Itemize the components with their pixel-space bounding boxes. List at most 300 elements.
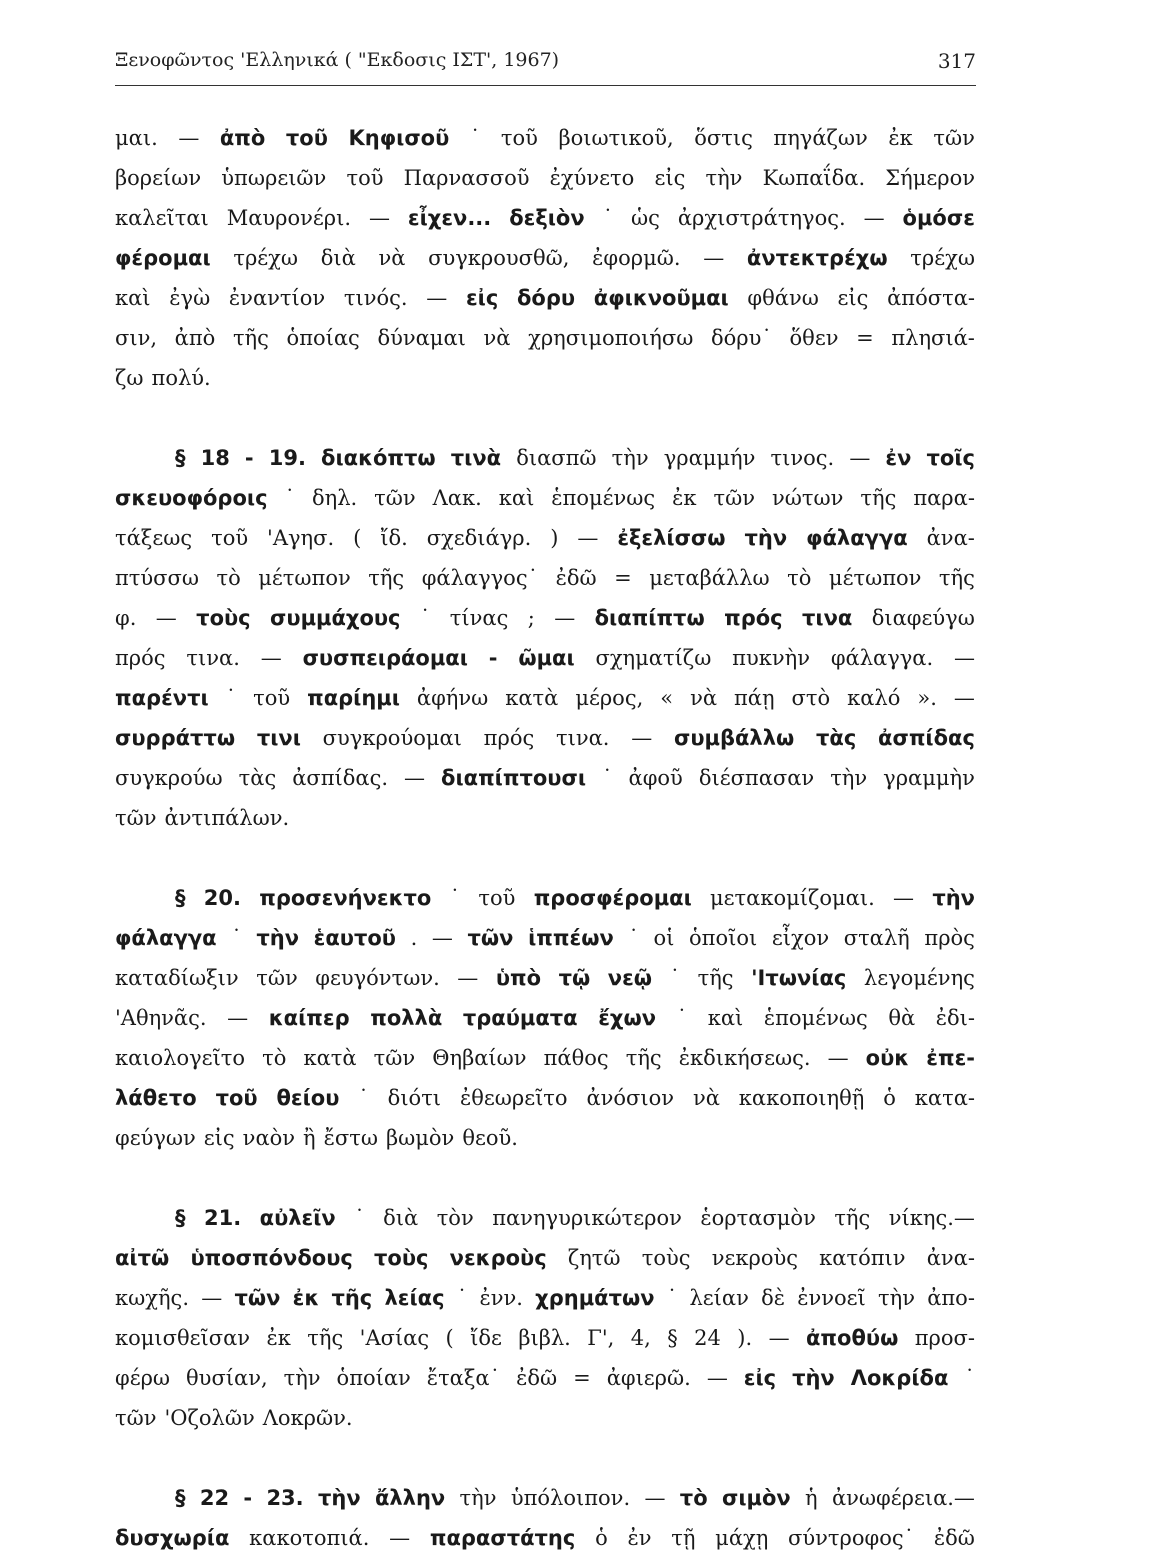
gloss-word: κατα- <box>914 1086 975 1110</box>
gloss-word: χρησιμοποιήσω <box>528 326 694 350</box>
gloss-word: τῶν <box>115 806 157 830</box>
gloss-word: συγκρουσθῶ, <box>428 246 570 270</box>
gloss-word: 'Αγησ. <box>267 526 335 550</box>
lemma-word: εἰς <box>465 286 499 310</box>
gloss-word: κακοποιηθῇ <box>738 1086 865 1110</box>
gloss-word: διέσπασαν <box>698 766 815 790</box>
gloss-word: ἐνν. <box>479 1286 523 1310</box>
text-line <box>115 638 975 678</box>
lemma-word: ὑποσπόνδους <box>190 1246 353 1270</box>
gloss-word: νὰ <box>690 686 718 710</box>
gloss-word: ) <box>550 526 559 550</box>
lemma-word: ἱππέων <box>528 926 614 950</box>
gloss-word: ˙ <box>358 1086 369 1110</box>
running-header <box>115 43 976 86</box>
gloss-word: ˙ <box>964 1366 975 1390</box>
gloss-word: βοιωτικοῦ, <box>558 126 674 150</box>
text-line <box>115 878 975 918</box>
gloss-word: τινος. <box>770 446 835 470</box>
lemma-word: ἄλλην <box>374 1486 446 1510</box>
lemma-word: διαπίπτω <box>594 606 705 630</box>
gloss-word: νὰ <box>692 1086 720 1110</box>
lemma-word: παρίημι <box>307 686 400 710</box>
gloss-word: ὑπόλοιπον. <box>510 1486 631 1510</box>
gloss-word: ἀνόσιον <box>586 1086 675 1110</box>
text-line <box>115 158 975 198</box>
gloss-word: ˙ <box>666 1286 678 1310</box>
commentary-body <box>115 118 975 1558</box>
gloss-word: 'Οζολῶν <box>164 1406 255 1430</box>
gloss-word: ὁ <box>883 1086 896 1110</box>
gloss-word: τῆς <box>860 486 897 510</box>
text-line <box>115 1198 975 1238</box>
gloss-word: ˙ <box>469 126 481 150</box>
lemma-word: ἐκ <box>292 1286 320 1310</box>
gloss-word: . <box>410 926 418 950</box>
lemma-word: σκευοφόροις <box>115 486 268 510</box>
gloss-word: εἰς <box>654 166 686 190</box>
lemma-word: τοὺς <box>196 606 251 630</box>
gloss-word: λεγομένης <box>863 966 975 990</box>
gloss-word: Παρνασσοῦ <box>403 166 530 190</box>
gloss-word: Κωπαΐδα. <box>762 166 866 190</box>
gloss-word: ἀπο- <box>927 1286 975 1310</box>
lemma-word: ἀποθύω <box>806 1326 899 1350</box>
lemma-word: δόρυ <box>517 286 576 310</box>
lemma-word: τραύματα <box>462 1006 578 1030</box>
lemma-word: § <box>175 886 186 910</box>
gloss-word: μετακομίζομαι. <box>710 886 875 910</box>
lemma-word: § <box>175 1486 186 1510</box>
text-line <box>115 1278 975 1318</box>
lemma-word: 23. <box>266 1486 304 1510</box>
text-line <box>115 1358 975 1398</box>
gloss-word: μέτωπον <box>258 566 351 590</box>
gloss-word: πηγάζων <box>773 126 868 150</box>
lemma-word: καίπερ <box>268 1006 350 1030</box>
gloss-word: καταδίωξιν <box>115 966 239 990</box>
lemma-word: φέρομαι <box>115 246 211 270</box>
gloss-word: — <box>577 526 599 550</box>
gloss-word: τῇ <box>671 1526 696 1550</box>
gloss-word: — <box>631 726 653 750</box>
text-line <box>115 518 975 558</box>
gloss-word: ἀνα- <box>926 1246 975 1270</box>
gloss-word: μέρος, <box>575 686 644 710</box>
gloss-word: τὸν <box>436 1206 474 1230</box>
text-line <box>115 678 975 718</box>
lemma-word: 19. <box>268 446 306 470</box>
gloss-word: καὶ <box>707 1006 744 1030</box>
gloss-word: — <box>404 766 426 790</box>
gloss-word: τῶν <box>933 126 975 150</box>
gloss-word: § <box>667 1326 678 1350</box>
gloss-word: θεοῦ. <box>462 1126 518 1150</box>
gloss-word: ἑπομένως <box>763 1006 868 1030</box>
gloss-word: τῶν <box>256 966 298 990</box>
gloss-word: φθάνω <box>747 286 819 310</box>
gloss-word: ἐκ <box>672 486 697 510</box>
gloss-word: ἔστω <box>323 1126 378 1150</box>
text-line <box>115 1398 975 1438</box>
gloss-word: ὁποῖοι <box>689 926 758 950</box>
gloss-word: νώτων <box>772 486 844 510</box>
gloss-word: φ. <box>115 606 137 630</box>
lemma-word: θείου <box>276 1086 340 1110</box>
text-line <box>115 558 975 598</box>
text-line <box>115 758 975 798</box>
gloss-word: ˙ <box>628 926 639 950</box>
lemma-word: 'Ιτωνίας <box>751 966 847 990</box>
gloss-word: — <box>554 606 576 630</box>
lemma-word: λάθετο <box>115 1086 197 1110</box>
lemma-word: παρέντι <box>115 686 209 710</box>
gloss-word: σχεδιάγρ. <box>426 526 532 550</box>
lemma-word: Λοκρίδα <box>850 1366 949 1390</box>
gloss-word: — <box>155 606 177 630</box>
gloss-word: Λακ. <box>432 486 482 510</box>
lemma-word: τινι <box>256 726 301 750</box>
lemma-word: τῷ <box>558 966 591 990</box>
gloss-word: ἀρχιστράτηγος. <box>677 206 846 230</box>
gloss-word: καλεῖται <box>115 206 209 230</box>
gloss-word: καιολογεῖτο <box>115 1046 246 1070</box>
gloss-word: ὑπωρειῶν <box>221 166 327 190</box>
gloss-word: πρός <box>115 646 166 670</box>
lemma-word: τοῖς <box>926 446 975 470</box>
lemma-word: εἶχεν... <box>407 206 492 230</box>
gloss-word: 'Αθηνᾶς. <box>115 1006 207 1030</box>
gloss-word: ἐναντίον <box>228 286 326 310</box>
gloss-word: μεταβάλλω <box>649 566 770 590</box>
gloss-word: τῆς <box>834 1206 871 1230</box>
gloss-word: νὰ <box>378 246 406 270</box>
lemma-word: ἐξελίσσω <box>617 526 726 550</box>
lemma-word: συρράττω <box>115 726 236 750</box>
gloss-word: ναὸν <box>242 1126 296 1150</box>
gloss-word: συγκρούω <box>115 766 223 790</box>
gloss-word: ἡ <box>805 1486 818 1510</box>
gloss-word: διαφεύγω <box>871 606 975 630</box>
gloss-word: μαι. <box>115 126 158 150</box>
gloss-word: τὴν <box>611 446 649 470</box>
gloss-word: πτύσσω <box>115 566 199 590</box>
gloss-word: ( <box>445 1326 454 1350</box>
lemma-word: ἔχων <box>598 1006 656 1030</box>
gloss-word: στὸ <box>791 686 831 710</box>
lemma-word: διαπίπτουσι <box>441 766 587 790</box>
gloss-word: σχηματίζω <box>595 646 712 670</box>
lemma-word: ὁμόσε <box>902 206 975 230</box>
gloss-word: ˙ <box>669 966 681 990</box>
text-line <box>115 598 975 638</box>
gloss-word: εἰς <box>203 1126 235 1150</box>
lemma-word: τοὺς <box>374 1246 429 1270</box>
gloss-word: — <box>953 686 975 710</box>
gloss-word: — <box>201 1286 223 1310</box>
gloss-word: τῶν <box>374 486 416 510</box>
gloss-word: τῆς <box>625 1046 662 1070</box>
lemma-word: ἀσπίδας <box>878 726 975 750</box>
gloss-word: λείαν <box>689 1286 749 1310</box>
gloss-word: τοὺς <box>641 1246 691 1270</box>
text-line <box>115 718 975 758</box>
gloss-word: προσ- <box>914 1326 975 1350</box>
gloss-word: ˙ <box>231 926 242 950</box>
gloss-word: καὶ <box>115 286 151 310</box>
gloss-word: βορείων <box>115 166 202 190</box>
gloss-word: τῶν <box>115 1406 157 1430</box>
gloss-word: ἐδῶ <box>933 1526 975 1550</box>
gloss-word: δηλ. <box>311 486 358 510</box>
lemma-word: ἑαυτοῦ <box>313 926 396 950</box>
gloss-word: τὴν <box>830 766 868 790</box>
gloss-word: δὲ <box>761 1286 785 1310</box>
gloss-word: νὰ <box>483 326 511 350</box>
gloss-word: ˙ <box>419 606 431 630</box>
gloss-word: τὴν <box>705 166 743 190</box>
gloss-word: ἀφοῦ <box>628 766 683 790</box>
lemma-word: τὴν <box>317 1486 361 1510</box>
paragraph-gap <box>115 838 975 878</box>
text-line <box>115 238 975 278</box>
gloss-word: ˙ <box>284 486 295 510</box>
gloss-word: Σήμερον <box>885 166 975 190</box>
gloss-word: — <box>457 966 479 990</box>
lemma-word: § <box>175 1206 186 1230</box>
gloss-word: ἢ <box>303 1126 316 1150</box>
text-line <box>115 1078 975 1118</box>
gloss-word: τοῦ <box>253 686 291 710</box>
lemma-word: ἀντεκτρέχω <box>746 246 888 270</box>
text-line <box>115 918 975 958</box>
gloss-word: τινα. <box>186 646 240 670</box>
gloss-word: τρέχω <box>233 246 299 270</box>
gloss-word: ἐχύνετο <box>549 166 635 190</box>
lemma-word: χρημάτων <box>535 1286 655 1310</box>
gloss-word: διασπῶ <box>516 446 597 470</box>
gloss-word: ἴδε <box>470 1326 502 1350</box>
gloss-word: — <box>768 1326 790 1350</box>
gloss-word: ἐδι- <box>935 1006 975 1030</box>
gloss-word: ζω <box>115 366 144 390</box>
paragraph-gap <box>115 1438 975 1478</box>
paragraph-gap <box>115 398 975 438</box>
gloss-word: ; <box>527 606 535 630</box>
gloss-word: οἱ <box>653 926 675 950</box>
gloss-word: τοῦ <box>211 526 249 550</box>
gloss-word: ἀσπίδας. <box>292 766 389 790</box>
gloss-word: νίκης.— <box>888 1206 975 1230</box>
gloss-word: κομισθεῖσαν <box>115 1326 251 1350</box>
gloss-word: ἐδῶ <box>555 566 597 590</box>
gloss-word: ἀφιερῶ. <box>606 1366 691 1390</box>
gloss-word: τῆς <box>232 326 269 350</box>
gloss-word: ἔταξα˙ <box>426 1366 501 1390</box>
gloss-word: ὅστις <box>694 126 753 150</box>
lemma-word: δεξιὸν <box>509 206 585 230</box>
lemma-word: § <box>175 446 186 470</box>
gloss-word: φάλαγγος˙ <box>421 566 539 590</box>
gloss-word: 4, <box>630 1326 651 1350</box>
lemma-word: τινὰ <box>450 446 502 470</box>
gloss-word: κωχῆς. <box>115 1286 189 1310</box>
lemma-word: νεκροὺς <box>449 1246 547 1270</box>
lemma-word: πολλὰ <box>370 1006 443 1030</box>
gloss-word: ζητῶ <box>567 1246 621 1270</box>
gloss-word: τῆς <box>307 1326 344 1350</box>
gloss-word: πάθος <box>543 1046 609 1070</box>
gloss-word: τὸ <box>262 1046 287 1070</box>
lemma-word: αἰτῶ <box>115 1246 170 1270</box>
text-line <box>115 1038 975 1078</box>
gloss-word: 24 <box>694 1326 721 1350</box>
gloss-word: ἑπομένως <box>551 486 656 510</box>
gloss-word: κατόπιν <box>819 1246 906 1270</box>
gloss-word: ἴδ. <box>380 526 408 550</box>
gloss-word: ˙ <box>602 766 613 790</box>
text-line <box>115 1118 975 1158</box>
gloss-word: πλησιά- <box>891 326 975 350</box>
gloss-word: πολύ. <box>151 366 211 390</box>
lemma-word: δυσχωρία <box>115 1526 230 1550</box>
gloss-word: τὴν <box>878 1286 915 1310</box>
gloss-word: τὴν <box>283 1366 321 1390</box>
gloss-word: ὁ <box>595 1526 608 1550</box>
gloss-word: = <box>614 566 632 590</box>
lemma-word: νεῷ <box>607 966 653 990</box>
gloss-word: = <box>856 326 874 350</box>
gloss-word: ». <box>917 686 937 710</box>
gloss-word: βιβλ. <box>518 1326 571 1350</box>
gloss-word: τὸ <box>216 566 241 590</box>
gloss-word: Θηβαίων <box>432 1046 527 1070</box>
gloss-word: — <box>954 646 975 670</box>
page-number: 317 <box>937 49 976 73</box>
lemma-word: - <box>244 446 254 470</box>
gloss-word: κατὰ <box>303 1046 357 1070</box>
gloss-word: — <box>227 1006 249 1030</box>
gloss-word: ἐθεωρεῖτο <box>459 1086 568 1110</box>
lemma-word: τὰς <box>816 726 857 750</box>
lemma-word: φάλαγγα <box>806 526 908 550</box>
text-line <box>115 318 975 358</box>
gloss-word: τῆς <box>368 566 405 590</box>
lemma-word: ἐν <box>885 446 912 470</box>
gloss-word: τινός. <box>343 286 408 310</box>
gloss-word: = <box>573 1366 591 1390</box>
gloss-word: — <box>893 886 915 910</box>
gloss-word: φευγόντων. <box>315 966 440 990</box>
gloss-word: τοῦ <box>478 886 516 910</box>
gloss-word: μέτωπον <box>828 566 922 590</box>
lemma-word: τὴν <box>256 926 300 950</box>
gloss-word: νεκροὺς <box>711 1246 798 1270</box>
lemma-word: ἀπὸ <box>219 126 266 150</box>
gloss-word: ἀντιπάλων. <box>164 806 290 830</box>
lemma-word: παραστάτης <box>429 1526 576 1550</box>
gloss-word: τινα. <box>555 726 610 750</box>
lemma-word: τὸ <box>679 1486 708 1510</box>
lemma-word: 20. <box>203 886 241 910</box>
text-line <box>115 118 975 158</box>
lemma-word: Κηφισοῦ <box>348 126 450 150</box>
gloss-word: ἐφορμῶ. <box>592 246 681 270</box>
lemma-word: ὑπὸ <box>495 966 542 990</box>
gloss-word: φάλαγγα. <box>830 646 934 670</box>
gloss-word: κατὰ <box>505 686 559 710</box>
gloss-word: δόρυ˙ <box>710 326 772 350</box>
gloss-word: — <box>389 1526 411 1550</box>
gloss-word: ἀνωφέρεια.— <box>831 1486 975 1510</box>
gloss-word: εἰς <box>837 286 869 310</box>
gloss-word: ˙ <box>602 206 614 230</box>
lemma-word: ῶμαι <box>518 646 575 670</box>
gloss-word: πάῃ <box>733 686 775 710</box>
header-title: Ξενοφῶντος 'Ελληνικά ( "Εκδοσις ΙΣΤ', 1967) <box>115 49 560 71</box>
gloss-word: παρα- <box>913 486 975 510</box>
gloss-word: — <box>178 126 200 150</box>
gloss-word: πυκνὴν <box>732 646 810 670</box>
gloss-word: σταλῆ <box>843 926 910 950</box>
lemma-word: τοῦ <box>215 1086 258 1110</box>
text-line <box>115 958 975 998</box>
gloss-word: ἐκδικήσεως. <box>678 1046 811 1070</box>
text-line <box>115 1238 975 1278</box>
gloss-word: ἐκ <box>888 126 913 150</box>
lemma-word: τῶν <box>467 926 514 950</box>
gloss-word: ˙ <box>676 1006 688 1030</box>
gloss-word: — <box>426 286 448 310</box>
gloss-word: « <box>660 686 674 710</box>
gloss-word: ἐδῶ <box>516 1366 558 1390</box>
gloss-word: διὰ <box>383 1206 419 1230</box>
lemma-word: 18 <box>200 446 230 470</box>
gloss-word: τὰς <box>238 766 277 790</box>
gloss-word: καλό <box>847 686 901 710</box>
gloss-word: τάξεως <box>115 526 193 550</box>
gloss-word: διότι <box>387 1086 442 1110</box>
gloss-word: διὰ <box>320 246 356 270</box>
lemma-word: ἀφικνοῦμαι <box>593 286 729 310</box>
gloss-word: θὰ <box>888 1006 916 1030</box>
gloss-word: — <box>706 1366 728 1390</box>
text-line <box>115 1318 975 1358</box>
lemma-word: συμμάχους <box>270 606 401 630</box>
gloss-word: μάχῃ <box>715 1526 769 1550</box>
text-line <box>115 198 975 238</box>
gloss-word: συγκρούομαι <box>322 726 462 750</box>
gloss-word: εἶχον <box>771 926 830 950</box>
lemma-word: προσενήνεκτο <box>259 886 432 910</box>
gloss-word: ἐγὼ <box>169 286 211 310</box>
gloss-word: θυσίαν, <box>186 1366 268 1390</box>
gloss-word: τρέχω <box>910 246 975 270</box>
gloss-word: ἀπόστα- <box>887 286 975 310</box>
gloss-word: πρός <box>483 726 535 750</box>
gloss-word: ἑορτασμὸν <box>700 1206 816 1230</box>
lemma-word: τῶν <box>234 1286 281 1310</box>
gloss-word: ˙ <box>449 886 461 910</box>
gloss-word: δύναμαι <box>377 326 466 350</box>
lemma-word: - <box>243 1486 253 1510</box>
lemma-word: σιμὸν <box>721 1486 791 1510</box>
gloss-word: πανηγυρικώτερον <box>492 1206 682 1230</box>
gloss-word: Λοκρῶν. <box>262 1406 353 1430</box>
text-line <box>115 1518 975 1558</box>
gloss-word: κακοτοπιά. <box>249 1526 370 1550</box>
gloss-word: φέρω <box>115 1366 171 1390</box>
